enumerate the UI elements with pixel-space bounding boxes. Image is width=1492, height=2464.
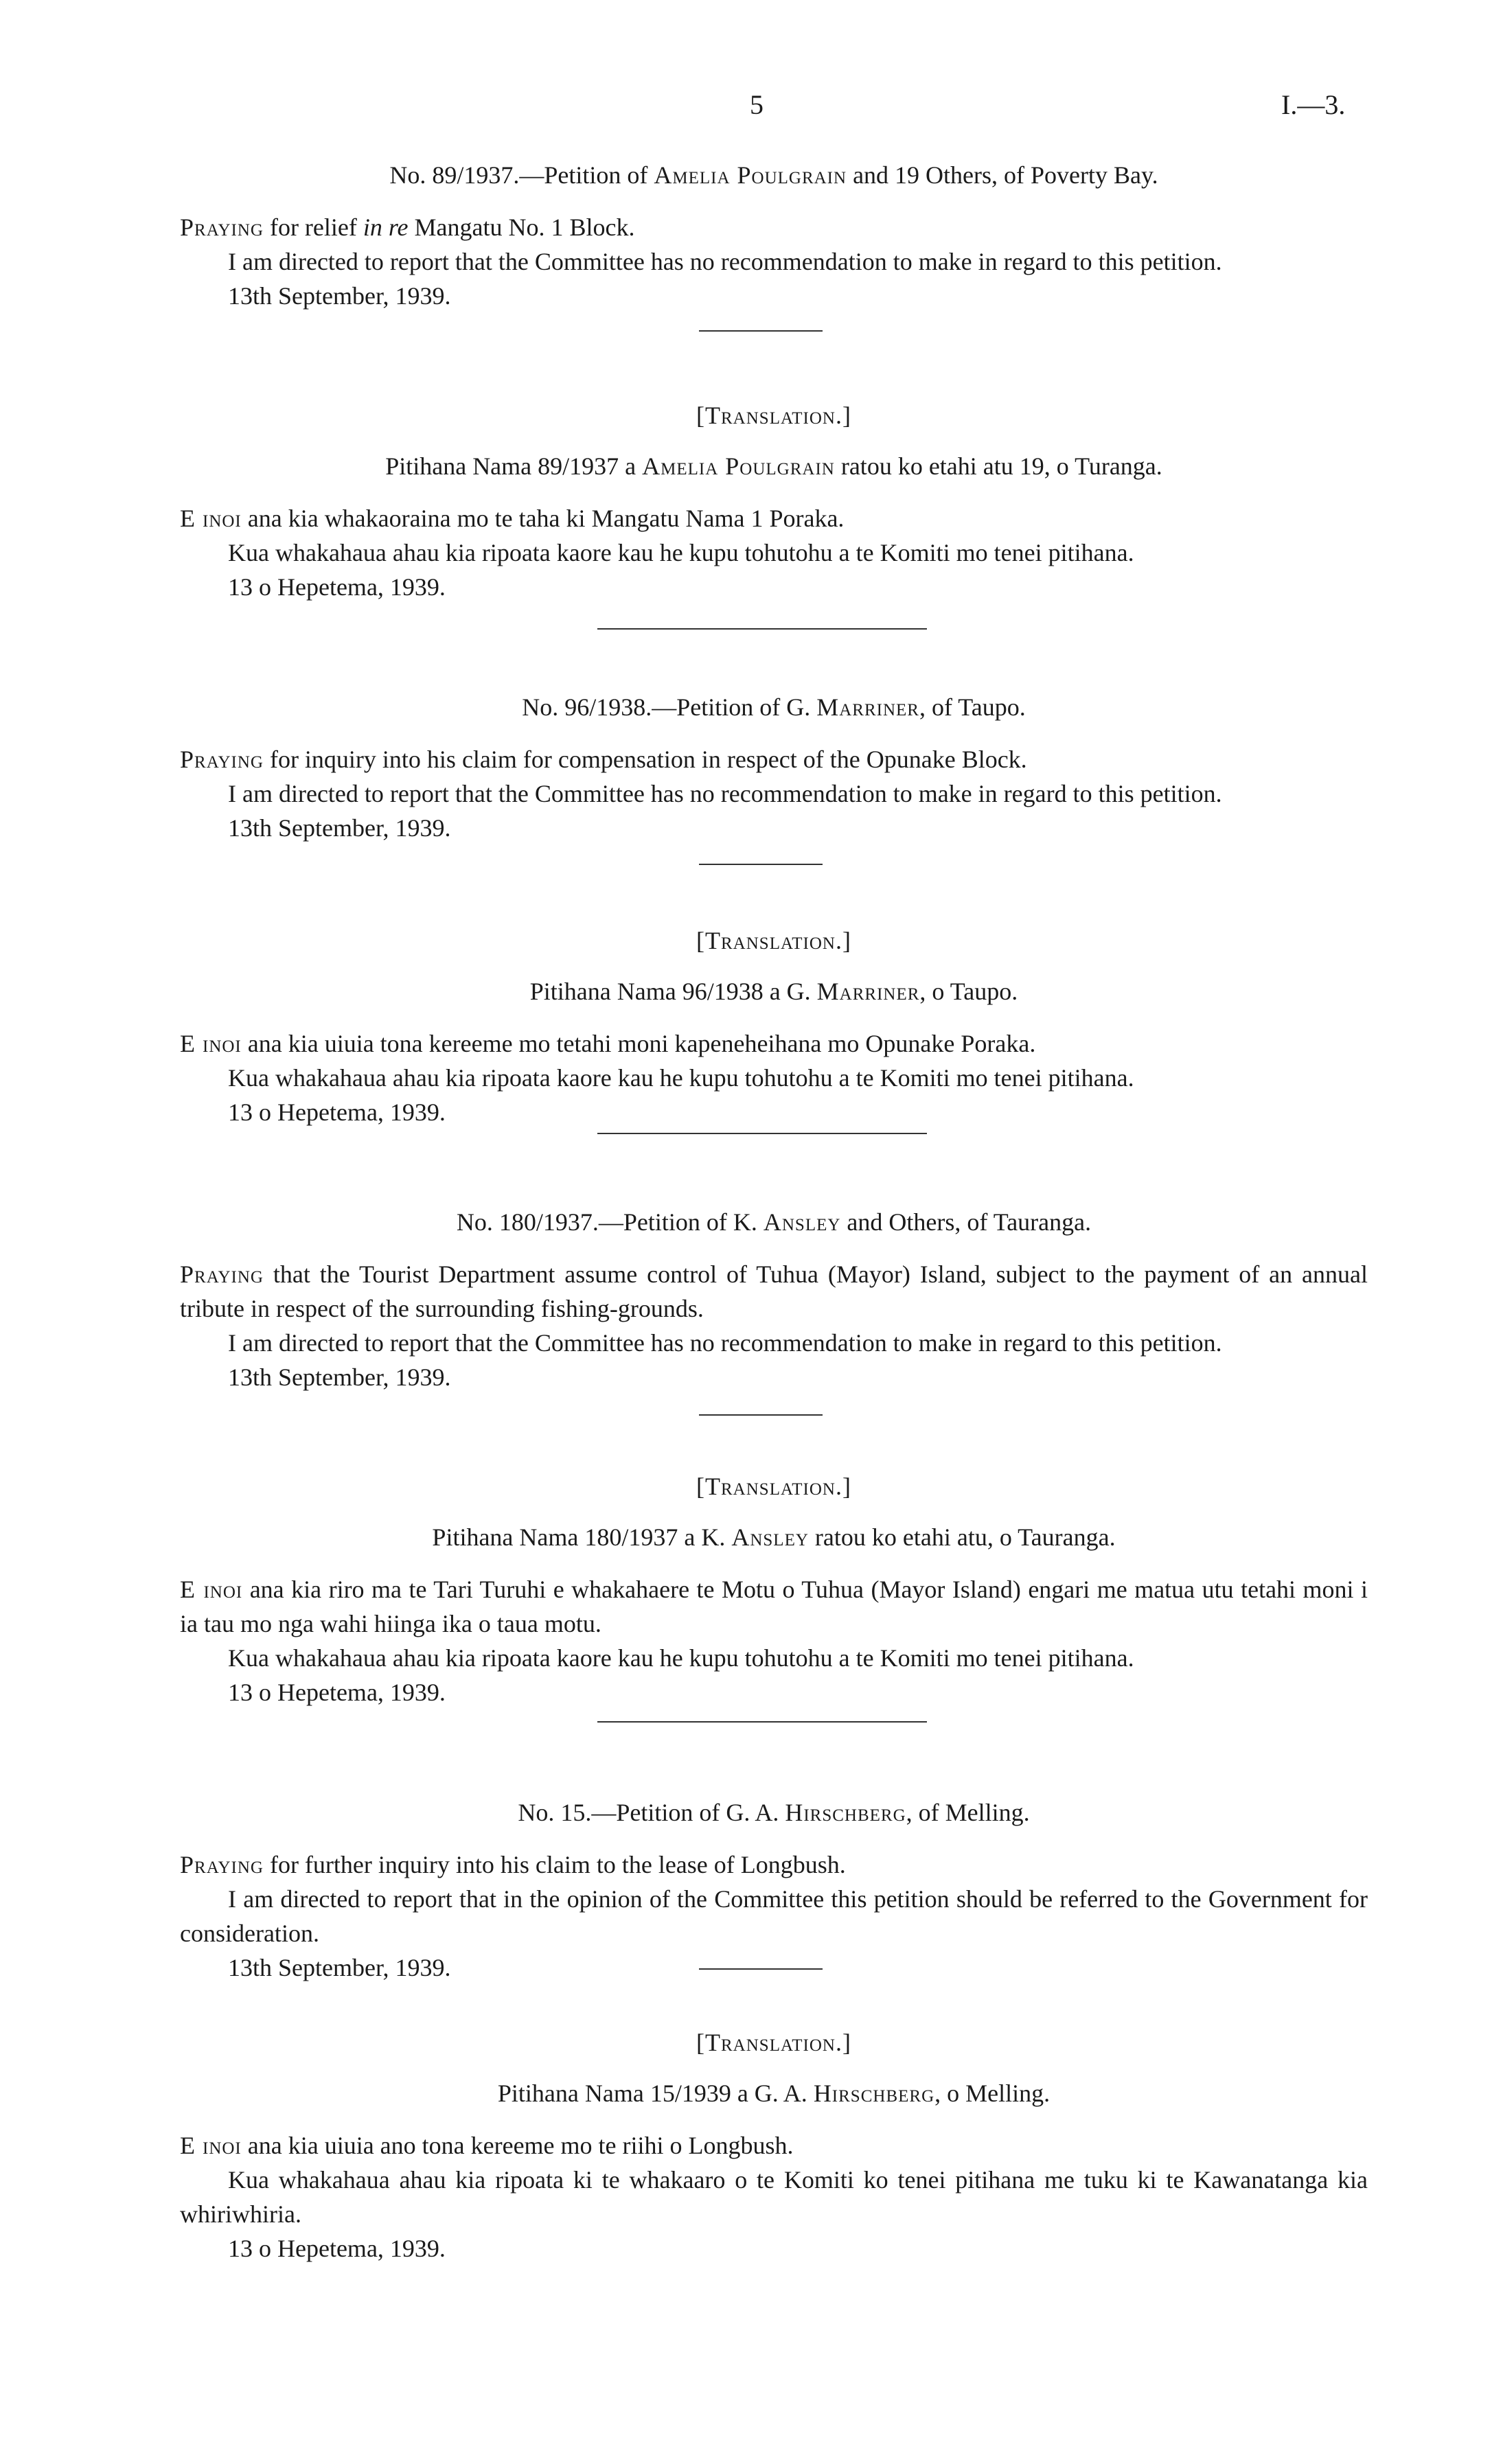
petitioner-name: Hirschberg xyxy=(785,1799,906,1826)
petitioner-name: Marriner xyxy=(816,693,919,721)
report-paragraph: I am directed to report that the Committee has no recommendation to make in regard to this petition. xyxy=(228,1329,1222,1357)
translation-89-1937 xyxy=(180,398,1368,604)
report-paragraph: Kua whakahaua ahau kia ripoata kaore kau he kupu tohutohu a te Komiti mo tenei pitihana. xyxy=(228,1064,1134,1092)
report-date: 13th September, 1939. xyxy=(228,1954,451,1981)
petitioner-name: Ansley xyxy=(731,1523,809,1551)
petition-title: No. 15.—Petition of G. A. Hirschberg, of Melling. xyxy=(518,1799,1030,1826)
prayer-paragraph: E inoi ana kia uiuia tona kereeme mo tetahi moni kapeneheihana mo Opunake Poraka. xyxy=(180,1030,1036,1057)
petitioner-name: Amelia Poulgrain xyxy=(642,452,835,480)
petitioner-name: Amelia Poulgrain xyxy=(654,161,847,189)
prayer-paragraph: E inoi ana kia whakaoraina mo te taha ki Mangatu Nama 1 Poraka. xyxy=(180,505,845,532)
petitioner-name: Hirschberg xyxy=(813,2080,935,2107)
prayer-paragraph: Praying for relief in re Mangatu No. 1 Block. xyxy=(180,214,635,241)
section-divider xyxy=(699,330,823,332)
petition-89-1937 xyxy=(180,158,1368,313)
section-divider xyxy=(699,864,823,865)
report-date: 13th September, 1939. xyxy=(228,282,451,310)
section-divider xyxy=(597,1721,927,1723)
prayer-paragraph: E inoi ana kia riro ma te Tari Turuhi e whakahaere te Motu o Tuhua (Mayor Island) engari me matua utu tetahi moni i ia tau mo nga wahi hiinga ika o taua motu. xyxy=(180,1576,1368,1637)
report-paragraph: Kua whakahaua ahau kia ripoata kaore kau he kupu tohutohu a te Komiti mo tenei pitihana. xyxy=(228,1644,1134,1672)
petition-15 xyxy=(180,1795,1368,1985)
document-reference: I.—3. xyxy=(1281,89,1346,120)
report-paragraph: I am directed to report that in the opinion of the Committee this petition should be referred to the Government for consideration. xyxy=(180,1885,1368,1947)
petition-title: No. 180/1937.—Petition of K. Ansley and Others, of Tauranga. xyxy=(456,1208,1092,1236)
petition-title: Pitihana Nama 89/1937 a Amelia Poulgrain ratou ko etahi atu 19, o Turanga. xyxy=(385,452,1162,480)
petition-96-1938 xyxy=(180,690,1368,845)
section-divider xyxy=(699,1414,823,1416)
translation-180-1937 xyxy=(180,1469,1368,1709)
report-date: 13 o Hepetema, 1939. xyxy=(228,1679,446,1706)
petition-title: Pitihana Nama 96/1938 a G. Marriner, o Taupo. xyxy=(529,978,1018,1005)
translation-label: [Translation.] xyxy=(696,1473,851,1500)
page-number: 5 xyxy=(750,89,764,120)
report-date: 13th September, 1939. xyxy=(228,814,451,842)
report-paragraph: Kua whakahaua ahau kia ripoata ki te whakaaro o te Komiti ko tenei pitihana me tuku ki te Kawanatanga kia whiriwhiria. xyxy=(180,2166,1368,2228)
report-date: 13 o Hepetema, 1939. xyxy=(228,1098,446,1126)
prayer-paragraph: Praying that the Tourist Department assume control of Tuhua (Mayor) Island, subject to the payment of an annual tribute in respect of the surrounding fishing-grounds. xyxy=(180,1260,1368,1322)
translation-15-1939 xyxy=(180,2025,1368,2266)
petition-title: Pitihana Nama 180/1937 a K. Ansley ratou ko etahi atu, o Tauranga. xyxy=(432,1523,1116,1551)
section-divider xyxy=(699,1968,823,1970)
report-date: 13 o Hepetema, 1939. xyxy=(228,573,446,601)
petitioner-name: Marriner xyxy=(816,978,920,1005)
translation-label: [Translation.] xyxy=(696,927,851,954)
report-paragraph: I am directed to report that the Committee has no recommendation to make in regard to this petition. xyxy=(228,248,1222,275)
petition-title: No. 89/1937.—Petition of Amelia Poulgrain and 19 Others, of Poverty Bay. xyxy=(389,161,1158,189)
prayer-paragraph: Praying for inquiry into his claim for compensation in respect of the Opunake Block. xyxy=(180,746,1027,773)
petition-180-1937 xyxy=(180,1205,1368,1394)
report-paragraph: Kua whakahaua ahau kia ripoata kaore kau he kupu tohutohu a te Komiti mo tenei pitihana. xyxy=(228,539,1134,566)
prayer-paragraph: Praying for further inquiry into his claim to the lease of Longbush. xyxy=(180,1851,846,1878)
report-paragraph: I am directed to report that the Committee has no recommendation to make in regard to this petition. xyxy=(228,780,1222,807)
section-divider xyxy=(597,628,927,630)
section-divider xyxy=(597,1133,927,1134)
prayer-paragraph: E inoi ana kia uiuia ano tona kereeme mo te riihi o Longbush. xyxy=(180,2132,794,2159)
translation-96-1938 xyxy=(180,923,1368,1129)
petition-title: No. 96/1938.—Petition of G. Marriner, of Taupo. xyxy=(522,693,1026,721)
translation-label: [Translation.] xyxy=(696,2029,851,2056)
petitioner-name: Ansley xyxy=(763,1208,841,1236)
report-date: 13th September, 1939. xyxy=(228,1363,451,1391)
translation-label: [Translation.] xyxy=(696,402,851,429)
petition-title: Pitihana Nama 15/1939 a G. A. Hirschberg, o Melling. xyxy=(497,2080,1051,2107)
report-date: 13 o Hepetema, 1939. xyxy=(228,2235,446,2262)
